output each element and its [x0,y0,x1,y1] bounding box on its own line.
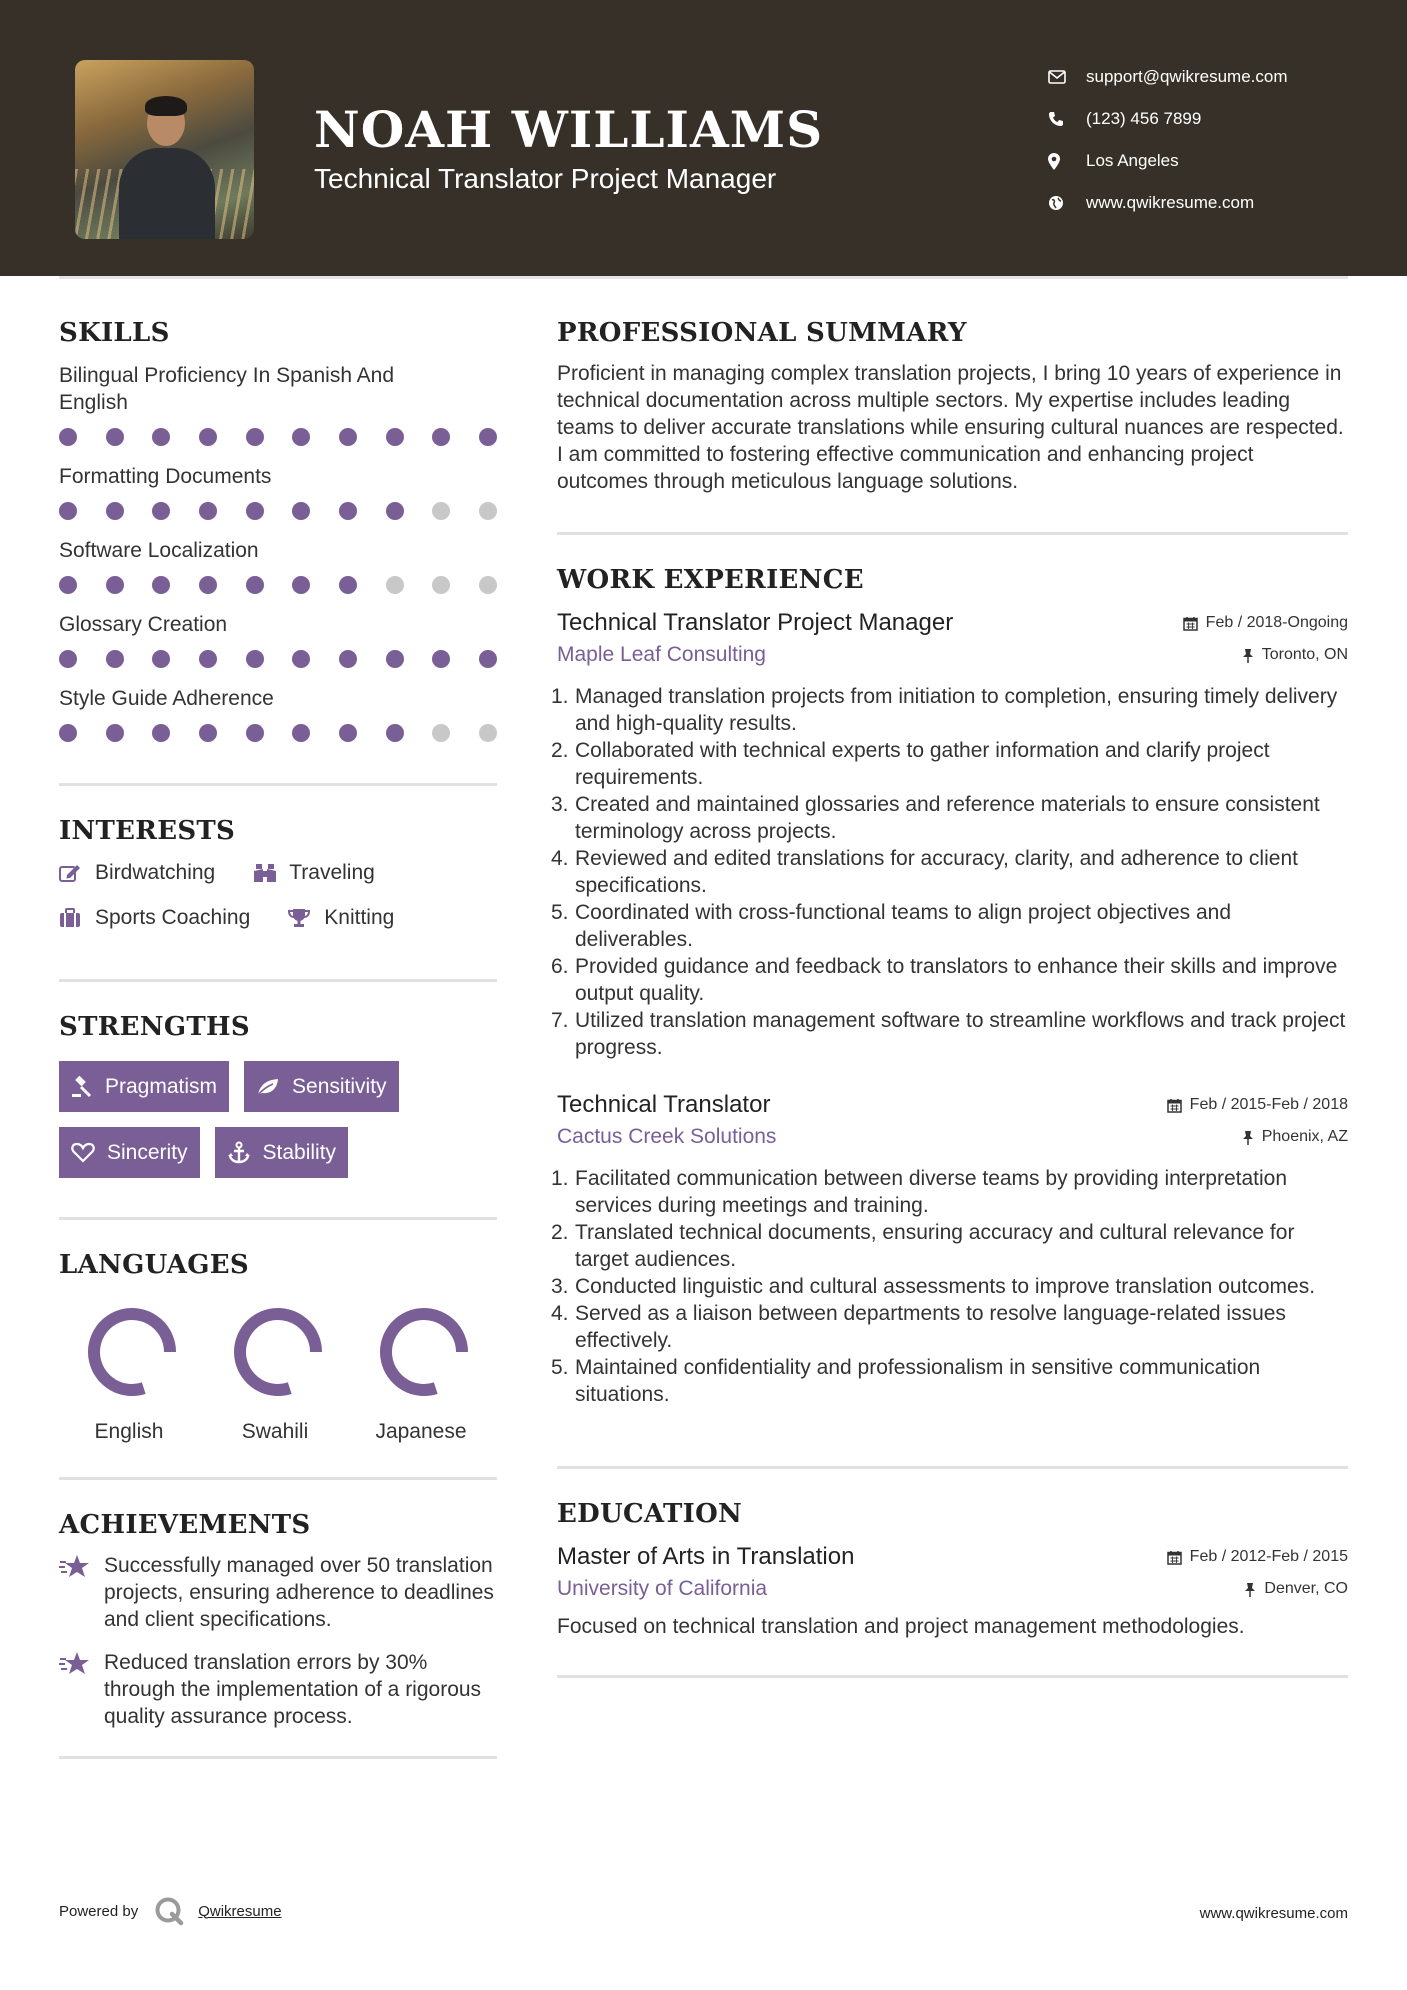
calendar-icon [1183,616,1198,631]
binoculars-icon [253,863,289,883]
rating-dot-filled [339,502,357,520]
rating-dot-filled [339,428,357,446]
strength-chip [59,1061,229,1112]
rating-dot-filled [479,428,497,446]
job-location [1242,646,1348,664]
contact-email-text: support@qwikresume.com [1086,67,1288,86]
school-name: University of California [557,1577,768,1600]
duty-text: Conducted linguistic and cultural assessments to improve translation outcomes. [575,1275,1316,1298]
pushpin-icon [1242,648,1254,663]
achievements-list [59,1552,497,1730]
strength-chip [215,1127,349,1178]
duty-item: 1. Managed translation projects from initiation to completion, ensuring timely delivery and high-quality results. [551,685,1338,735]
contact-email[interactable] [1048,56,1388,98]
rating-dot-filled [292,502,310,520]
rating-dot-filled [106,428,124,446]
rating-dot-empty [479,576,497,594]
rating-dot-filled [59,428,77,446]
section-divider [59,1217,497,1220]
language-level-ring [228,1302,328,1402]
achievement-item [59,1649,497,1730]
job-location-text: Toronto, ON [1261,646,1348,663]
skill-name: Formatting Documents [59,465,272,488]
section-divider [59,1756,497,1759]
experience-heading: WORK EXPERIENCE [557,565,864,595]
section-divider [59,1477,497,1480]
rating-dot-filled [106,502,124,520]
achievement-item [59,1552,497,1633]
achievements-heading: ACHIEVEMENTS [59,1510,311,1540]
contact-list [1048,56,1388,224]
rating-dot-filled [199,650,217,668]
candidate-name: NOAH WILLIAMS [314,100,824,159]
rating-dot-filled [246,502,264,520]
interest-label: Sports Coaching [95,905,251,929]
education-location-text: Denver, CO [1264,1580,1348,1597]
languages-list [59,1302,497,1444]
job-entry [551,1091,1348,1408]
skill-name: Software Localization [59,539,259,562]
pushpin-icon [1242,1130,1254,1145]
rating-dot-filled [199,724,217,742]
duty-item: 1. Facilitated communication between diverse teams by providing interpretation services during meetings and training. [551,1167,1288,1217]
rating-dot-filled [246,428,264,446]
duty-item: 7. Utilized translation management software to streamline workflows and track project progress. [551,1009,1346,1059]
duty-text: Served as a liaison between departments to resolve language-related issues effectively. [575,1302,1286,1352]
skill-rating [59,576,497,594]
map-marker-icon [1048,153,1086,170]
rating-dot-filled [386,724,404,742]
skill-rating [59,428,497,446]
duty-item: 5. Maintained confidentiality and professionalism in sensitive communication situations. [551,1356,1261,1406]
interest-item [288,895,394,940]
rating-dot-filled [59,502,77,520]
candidate-title: Technical Translator Project Manager [314,163,777,194]
anchor-icon [227,1141,251,1165]
company-name: Maple Leaf Consulting [557,643,766,666]
rating-dot-filled [339,650,357,668]
calendar-icon [1167,1550,1182,1565]
skills-list [59,362,497,742]
duty-text: Facilitated communication between diverse teams by providing interpretation services during meetings and training. [575,1167,1288,1217]
rating-dot-empty [386,576,404,594]
interest-label: Traveling [289,860,375,884]
job-location [1242,1128,1348,1146]
footer-powered-by [59,1896,282,1926]
trophy-icon [288,908,324,928]
rating-dot-filled [152,650,170,668]
summary-heading: PROFESSIONAL SUMMARY [557,318,967,348]
duty-item: 6. Provided guidance and feedback to translators to enhance their skills and improve output quality. [551,955,1338,1005]
skill-item [59,685,497,742]
interest-label: Knitting [324,905,395,929]
rating-dot-filled [479,650,497,668]
interests-heading: INTERESTS [59,816,236,846]
contact-phone[interactable] [1048,98,1388,140]
language-label: Japanese [375,1420,467,1443]
education-entry [557,1543,1348,1639]
contact-location-text: Los Angeles [1086,151,1179,170]
rating-dot-filled [246,650,264,668]
job-entry [551,609,1348,1061]
skill-name: Bilingual Proficiency In Spanish And English [59,364,395,414]
calendar-icon [1167,1098,1182,1113]
rating-dot-filled [432,428,450,446]
heart-icon [71,1142,95,1163]
rating-dot-filled [432,650,450,668]
gavel-icon [71,1076,93,1098]
job-dates [1183,614,1348,632]
contact-website[interactable] [1048,182,1388,224]
contact-website-text: www.qwikresume.com [1086,193,1255,212]
achievement-text: Successfully managed over 50 translation projects, ensuring adherence to deadlines and client specifications. [104,1554,494,1631]
interest-item [59,850,215,895]
summary-text: Proficient in managing complex translation projects, I bring 10 years of experience in technical documentation across multiple sectors. My expertise includes leading teams to deliver accurate translations while ensuring cultural nuances are respected. I am committed to fostering effective communication and enhancing project outcomes through meticulous language solutions. [557,362,1344,493]
strength-label: Sincerity [107,1140,188,1164]
education-description: Focused on technical translation and project management methodologies. [557,1615,1245,1638]
duty-item: 2. Translated technical documents, ensuring accuracy and cultural relevance for target audiences. [551,1221,1295,1271]
duty-item: 4. Reviewed and edited translations for accuracy, clarity, and adherence to client specifications. [551,847,1298,897]
suitcase-icon [59,908,95,928]
job-dates [1167,1096,1348,1114]
qwikresume-logo-icon [154,1896,184,1926]
strengths-list [59,1061,497,1193]
rating-dot-filled [106,576,124,594]
rating-dot-filled [292,650,310,668]
language-level-ring [82,1302,182,1402]
job-duties [551,1165,1348,1408]
edit-icon [59,863,95,883]
languages-heading: LANGUAGES [59,1250,249,1280]
company-name: Cactus Creek Solutions [557,1125,777,1148]
strength-chip [244,1061,399,1112]
contact-location [1048,140,1388,182]
skill-name: Style Guide Adherence [59,687,274,710]
job-dates-text: Feb / 2018-Ongoing [1205,614,1348,631]
language-ring-arc [94,1314,170,1390]
contact-phone-text: (123) 456 7899 [1086,109,1202,128]
language-item [59,1302,205,1444]
rating-dot-filled [292,724,310,742]
education-dates [1167,1548,1348,1566]
powered-by-label: Powered by [59,1902,139,1920]
duty-item: 3. Conducted linguistic and cultural assessments to improve translation outcomes. [551,1275,1316,1298]
education-dates-text: Feb / 2012-Feb / 2015 [1189,1548,1348,1565]
phone-icon [1048,111,1086,127]
language-label: Swahili [241,1420,309,1443]
rating-dot-filled [152,502,170,520]
rating-dot-empty [479,724,497,742]
strength-chip [59,1127,200,1178]
rating-dot-filled [339,724,357,742]
duty-text: Maintained confidentiality and professionalism in sensitive communication situations. [575,1356,1261,1406]
section-divider [59,979,497,982]
duty-text: Translated technical documents, ensuring accuracy and cultural relevance for target audiences. [575,1221,1295,1271]
rating-dot-filled [106,724,124,742]
resume-header [0,0,1407,276]
education-heading: EDUCATION [557,1499,743,1529]
language-label: English [94,1420,164,1443]
skill-rating [59,650,497,668]
duty-text: Coordinated with cross-functional teams to align project objectives and deliverables. [575,901,1232,951]
rating-dot-filled [339,576,357,594]
duty-text: Utilized translation management software to streamline workflows and track project progress. [575,1009,1346,1059]
rating-dot-filled [152,576,170,594]
rating-dot-filled [59,576,77,594]
section-divider [557,1466,1348,1469]
strength-label: Pragmatism [105,1074,218,1098]
skill-item [59,463,497,520]
duty-text: Provided guidance and feedback to translators to enhance their skills and improve output quality. [575,955,1338,1005]
rating-dot-filled [152,428,170,446]
job-dates-text: Feb / 2015-Feb / 2018 [1189,1096,1348,1113]
skill-item [59,362,497,446]
section-divider [557,1675,1348,1678]
rating-dot-filled [386,428,404,446]
duty-item: 5. Coordinated with cross-functional teams to align project objectives and deliverables. [551,901,1232,951]
rating-dot-filled [246,576,264,594]
rating-dot-filled [386,502,404,520]
envelope-icon [1048,70,1086,84]
section-divider [59,783,497,786]
education-location [1244,1580,1348,1598]
rating-dot-filled [199,576,217,594]
rating-dot-empty [479,502,497,520]
right-column [551,318,1348,1678]
interests-list [59,850,497,940]
qwikresume-brand-link[interactable]: Qwikresume [198,1902,282,1920]
skills-heading: SKILLS [59,318,170,348]
rating-dot-filled [199,502,217,520]
star-icon [59,1552,104,1633]
language-item [351,1302,497,1444]
skill-item [59,611,497,668]
pushpin-icon [1244,1582,1256,1597]
strength-label: Sensitivity [292,1074,387,1098]
language-ring-arc [240,1314,316,1390]
rating-dot-empty [432,576,450,594]
rating-dot-empty [432,724,450,742]
rating-dot-filled [59,724,77,742]
rating-dot-filled [386,650,404,668]
profile-photo [75,60,254,239]
duty-item: 2. Collaborated with technical experts to gather information and clarify project requirements. [551,739,1270,789]
duty-item: 4. Served as a liaison between departments to resolve language-related issues effectively. [551,1302,1286,1352]
duty-text: Managed translation projects from initiation to completion, ensuring timely delivery and high-quality results. [575,685,1338,735]
rating-dot-empty [432,502,450,520]
interest-label: Birdwatching [95,860,216,884]
job-duties [551,683,1348,1061]
rating-dot-filled [199,428,217,446]
strength-label: Stability [262,1140,337,1164]
rating-dot-filled [246,724,264,742]
rating-dot-filled [292,428,310,446]
duty-text: Reviewed and edited translations for accuracy, clarity, and adherence to client specifications. [575,847,1298,897]
job-title: Technical Translator [557,1091,771,1118]
degree-title: Master of Arts in Translation [557,1543,855,1570]
leaf-icon [256,1077,280,1097]
globe-icon [1048,195,1086,211]
achievement-text: Reduced translation errors by 30% through the implementation of a rigorous quality assurance process. [104,1651,482,1728]
star-icon [59,1649,104,1730]
duty-item: 3. Created and maintained glossaries and reference materials to ensure consistent terminology across projects. [551,793,1320,843]
header-divider [59,276,1348,279]
skill-name: Glossary Creation [59,613,228,636]
interest-item [59,895,250,940]
rating-dot-filled [106,650,124,668]
strengths-heading: STRENGTHS [59,1012,250,1042]
language-ring-arc [386,1314,462,1390]
skill-rating [59,502,497,520]
footer-website[interactable]: www.qwikresume.com [1199,1905,1348,1922]
skill-rating [59,724,497,742]
rating-dot-filled [59,650,77,668]
duty-text: Created and maintained glossaries and reference materials to ensure consistent terminology across projects. [575,793,1320,843]
interest-item [253,850,375,895]
duty-text: Collaborated with technical experts to gather information and clarify project requirements. [575,739,1270,789]
left-column [59,318,497,1759]
job-title: Technical Translator Project Manager [557,609,954,636]
job-location-text: Phoenix, AZ [1261,1128,1348,1145]
rating-dot-filled [292,576,310,594]
language-level-ring [374,1302,474,1402]
skill-item [59,537,497,594]
language-item [205,1302,351,1444]
rating-dot-filled [152,724,170,742]
section-divider [557,532,1348,535]
